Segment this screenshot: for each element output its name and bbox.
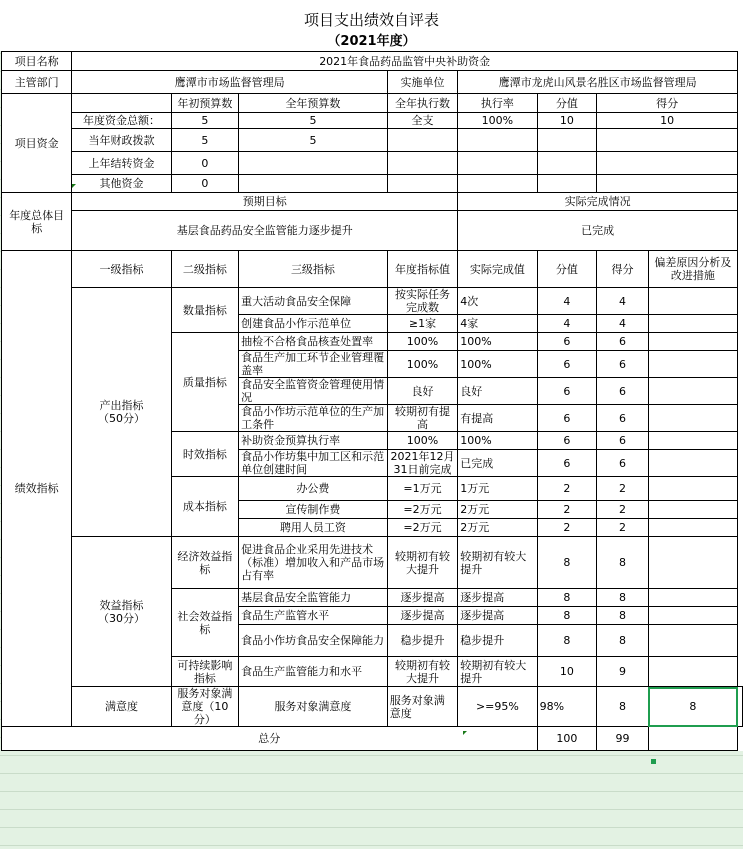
satisfaction-target[interactable]: >=95% <box>458 687 537 727</box>
funds-row-label[interactable]: 其他资金 <box>72 175 171 193</box>
deviation-cell[interactable] <box>648 501 737 519</box>
indicator-target[interactable]: 较期初有提高 <box>387 405 457 432</box>
indicator-got[interactable]: 4 <box>597 288 649 315</box>
deviation-cell[interactable] <box>648 333 737 351</box>
deviation-cell[interactable] <box>648 519 737 537</box>
deviation-cell[interactable] <box>648 477 737 501</box>
funds-header[interactable]: 全年执行数 <box>387 94 457 113</box>
indicator-got[interactable]: 8 <box>597 537 649 589</box>
funds-value[interactable] <box>537 129 597 152</box>
indicator-target[interactable]: 100% <box>387 333 457 351</box>
funds-value[interactable] <box>597 152 738 175</box>
indicator-score[interactable]: 2 <box>537 519 597 537</box>
indicator-actual[interactable]: 100% <box>458 351 537 378</box>
funds-header[interactable]: 全年预算数 <box>239 94 388 113</box>
funds-row-label[interactable]: 当年财政拨款 <box>72 129 171 152</box>
deviation-cell[interactable] <box>738 687 743 727</box>
l2-cost[interactable]: 成本指标 <box>171 477 239 537</box>
indicator-name[interactable]: 食品安全监管资金管理使用情况 <box>239 378 388 405</box>
indicator-target[interactable]: 100% <box>387 351 457 378</box>
deviation-cell[interactable] <box>648 607 737 625</box>
comment-marker <box>463 731 467 735</box>
impl-unit-value[interactable]: 鹰潭市龙虎山风景名胜区市场监督管理局 <box>458 71 738 94</box>
funds-value[interactable]: 5 <box>171 129 239 152</box>
indicator-actual[interactable]: 有提高 <box>458 405 537 432</box>
indicator-got[interactable]: 6 <box>597 351 649 378</box>
indicator-score[interactable]: 8 <box>537 625 597 657</box>
deviation-cell[interactable] <box>648 378 737 405</box>
indicator-target[interactable]: ≥1家 <box>387 315 457 333</box>
indicator-name[interactable]: 补助资金预算执行率 <box>239 432 388 450</box>
total-got[interactable]: 99 <box>597 727 649 751</box>
perf-header[interactable]: 三级指标 <box>239 251 388 288</box>
deviation-cell[interactable] <box>648 351 737 378</box>
expected-header[interactable]: 预期目标 <box>72 193 458 211</box>
indicator-name[interactable]: 聘用人员工资 <box>239 519 388 537</box>
indicator-target[interactable]: 良好 <box>387 378 457 405</box>
indicator-got[interactable]: 6 <box>597 378 649 405</box>
indicator-actual[interactable]: 1万元 <box>458 477 537 501</box>
indicator-actual[interactable]: 良好 <box>458 378 537 405</box>
satisfaction-l2[interactable]: 服务对象满意度 <box>239 687 388 727</box>
perf-header[interactable]: 实际完成值 <box>458 251 537 288</box>
deviation-cell[interactable] <box>648 315 737 333</box>
indicator-score[interactable]: 6 <box>537 378 597 405</box>
indicator-actual[interactable]: 4次 <box>458 288 537 315</box>
deviation-cell[interactable] <box>648 405 737 432</box>
funds-value[interactable]: 0 <box>171 175 239 193</box>
funds-header[interactable]: 执行率 <box>458 94 537 113</box>
funds-value[interactable] <box>597 175 738 193</box>
indicator-name[interactable]: 抽检不合格食品核查处置率 <box>239 333 388 351</box>
funds-value[interactable] <box>387 129 457 152</box>
indicator-got[interactable]: 6 <box>597 432 649 450</box>
indicator-score[interactable]: 8 <box>537 607 597 625</box>
indicator-score[interactable]: 8 <box>537 537 597 589</box>
l1-output[interactable]: 产出指标 （50分） <box>72 288 171 537</box>
fill-handle[interactable] <box>651 759 656 764</box>
satisfaction-score[interactable]: 8 <box>597 687 649 727</box>
year-subtitle: （2021年度） <box>327 34 416 49</box>
dept-label[interactable]: 主管部门 <box>2 71 72 94</box>
indicator-name[interactable]: 食品生产加工环节企业管理覆盖率 <box>239 351 388 378</box>
funds-value[interactable]: 全支 <box>387 113 457 129</box>
funds-value[interactable] <box>239 152 388 175</box>
indicator-actual[interactable]: 已完成 <box>458 450 537 477</box>
indicator-actual[interactable]: 100% <box>458 333 537 351</box>
funds-value[interactable]: 0 <box>171 152 239 175</box>
deviation-cell[interactable] <box>648 537 737 589</box>
table-cell[interactable] <box>648 727 737 751</box>
satisfaction-got[interactable]: 8 <box>648 687 737 727</box>
deviation-cell[interactable] <box>648 589 737 607</box>
perf-header[interactable]: 偏差原因分析及改进措施 <box>648 251 737 288</box>
l2-time[interactable]: 时效指标 <box>171 432 239 477</box>
indicator-score[interactable]: 6 <box>537 333 597 351</box>
indicator-got[interactable]: 4 <box>597 315 649 333</box>
funds-value[interactable] <box>239 175 388 193</box>
indicator-name[interactable]: 促进食品企业采用先进技术（标准）增加收入和产品市场占有率 <box>239 537 388 589</box>
funds-value[interactable] <box>458 152 537 175</box>
indicator-score[interactable]: 6 <box>537 450 597 477</box>
actual-result[interactable]: 已完成 <box>458 211 738 251</box>
indicator-actual[interactable]: 稳步提升 <box>458 625 537 657</box>
indicator-score[interactable]: 2 <box>537 477 597 501</box>
funds-value[interactable] <box>387 175 457 193</box>
indicator-got[interactable]: 8 <box>597 625 649 657</box>
indicator-got[interactable]: 2 <box>597 501 649 519</box>
indicator-name[interactable]: 宣传制作费 <box>239 501 388 519</box>
indicator-name[interactable]: 重大活动食品安全保障 <box>239 288 388 315</box>
l2-econ[interactable]: 经济效益指标 <box>171 537 239 589</box>
goal-label[interactable]: 年度总体目标 <box>2 193 72 251</box>
funds-value[interactable]: 100% <box>458 113 537 129</box>
indicator-score[interactable]: 10 <box>537 657 597 687</box>
funds-value[interactable]: 5 <box>171 113 239 129</box>
indicator-actual[interactable]: 逐步提高 <box>458 589 537 607</box>
indicator-got[interactable]: 6 <box>597 333 649 351</box>
funds-value[interactable]: 5 <box>239 129 388 152</box>
indicator-name[interactable]: 创建食品小作示范单位 <box>239 315 388 333</box>
indicator-actual[interactable]: 逐步提高 <box>458 607 537 625</box>
table-cell[interactable] <box>72 94 171 113</box>
funds-header[interactable]: 分值 <box>537 94 597 113</box>
project-name-value[interactable]: 2021年食品药品监管中央补助资金 <box>72 52 738 71</box>
indicator-actual[interactable]: 2万元 <box>458 519 537 537</box>
indicator-target[interactable]: 较期初有较大提升 <box>387 657 457 687</box>
l1-benefit[interactable]: 效益指标 （30分） <box>72 537 171 687</box>
indicator-score[interactable]: 6 <box>537 432 597 450</box>
funds-value[interactable] <box>537 175 597 193</box>
indicator-target[interactable]: 稳步提升 <box>387 625 457 657</box>
indicator-target[interactable]: 按实际任务完成数 <box>387 288 457 315</box>
deviation-cell[interactable] <box>648 625 737 657</box>
funds-header[interactable]: 得分 <box>597 94 738 113</box>
funds-value[interactable]: 10 <box>537 113 597 129</box>
indicator-got[interactable]: 6 <box>597 450 649 477</box>
funds-value[interactable] <box>458 129 537 152</box>
indicator-target[interactable]: =2万元 <box>387 501 457 519</box>
page-title: 项目支出绩效自评表 <box>303 11 439 29</box>
deviation-cell[interactable] <box>648 288 737 315</box>
funds-row-label[interactable]: 年度资金总额： <box>72 113 171 129</box>
indicator-name[interactable]: 食品生产监管能力和水平 <box>239 657 388 687</box>
indicator-score[interactable]: 2 <box>537 501 597 519</box>
funds-value[interactable] <box>387 152 457 175</box>
satisfaction-l1[interactable]: 服务对象满意度（10分） <box>171 687 239 727</box>
l2-quality[interactable]: 质量指标 <box>171 333 239 432</box>
indicator-name[interactable]: 食品生产监管水平 <box>239 607 388 625</box>
indicator-actual[interactable]: 2万元 <box>458 501 537 519</box>
deviation-cell[interactable] <box>648 450 737 477</box>
indicator-got[interactable]: 9 <box>597 657 649 687</box>
perf-header[interactable]: 分值 <box>537 251 597 288</box>
deviation-cell[interactable] <box>648 432 737 450</box>
total-score[interactable]: 100 <box>537 727 597 751</box>
indicator-score[interactable]: 8 <box>537 589 597 607</box>
satisfaction-actual[interactable]: 98% <box>537 687 597 727</box>
evaluation-table <box>1 51 743 751</box>
funds-header[interactable]: 年初预算数 <box>171 94 239 113</box>
perf-header[interactable]: 年度指标值 <box>387 251 457 288</box>
indicator-name[interactable]: 办公费 <box>239 477 388 501</box>
perf-header[interactable]: 一级指标 <box>72 251 171 288</box>
funds-value[interactable]: 5 <box>239 113 388 129</box>
funds-value[interactable]: 10 <box>597 113 738 129</box>
indicator-got[interactable]: 8 <box>597 607 649 625</box>
indicator-got[interactable]: 2 <box>597 477 649 501</box>
l2-social[interactable]: 社会效益指标 <box>171 589 239 657</box>
indicator-name[interactable]: 基层食品安全监管能力 <box>239 589 388 607</box>
total-label[interactable]: 总分 <box>2 727 538 751</box>
satisfaction-label[interactable]: 满意度 <box>72 687 171 727</box>
impl-unit-label[interactable]: 实施单位 <box>387 71 457 94</box>
satisfaction-name[interactable]: 服务对象满意度 <box>387 687 457 727</box>
indicator-name[interactable]: 食品小作坊食品安全保障能力 <box>239 625 388 657</box>
indicator-score[interactable]: 4 <box>537 288 597 315</box>
title-area <box>0 0 743 51</box>
indicator-actual[interactable]: 4家 <box>458 315 537 333</box>
actual-header[interactable]: 实际完成情况 <box>458 193 738 211</box>
indicator-score[interactable]: 4 <box>537 315 597 333</box>
indicator-name[interactable]: 食品小作坊集中加工区和示范单位创建时间 <box>239 450 388 477</box>
indicator-got[interactable]: 8 <box>597 589 649 607</box>
indicator-score[interactable]: 6 <box>537 351 597 378</box>
indicator-got[interactable]: 2 <box>597 519 649 537</box>
perf-header[interactable]: 得分 <box>597 251 649 288</box>
indicator-target[interactable]: 2021年12月31日前完成 <box>387 450 457 477</box>
l2-sustain[interactable]: 可持续影响指标 <box>171 657 239 687</box>
indicator-target[interactable]: 逐步提高 <box>387 589 457 607</box>
indicator-actual[interactable]: 100% <box>458 432 537 450</box>
deviation-cell[interactable] <box>648 657 737 687</box>
comment-marker <box>72 184 76 188</box>
indicator-score[interactable]: 6 <box>537 405 597 432</box>
funds-label[interactable]: 项目资金 <box>2 94 72 193</box>
indicator-target[interactable]: 100% <box>387 432 457 450</box>
indicator-name[interactable]: 食品小作坊示范单位的生产加工条件 <box>239 405 388 432</box>
funds-value[interactable] <box>597 129 738 152</box>
indicator-actual[interactable]: 较期初有较大提升 <box>458 657 537 687</box>
funds-value[interactable] <box>458 175 537 193</box>
funds-value[interactable] <box>537 152 597 175</box>
indicator-target[interactable]: 较期初有较大提升 <box>387 537 457 589</box>
dept-value[interactable]: 鹰潭市市场监督管理局 <box>72 71 387 94</box>
indicator-target[interactable]: =2万元 <box>387 519 457 537</box>
indicator-actual[interactable]: 较期初有较大提升 <box>458 537 537 589</box>
funds-row-label[interactable]: 上年结转资金 <box>72 152 171 175</box>
project-name-label[interactable]: 项目名称 <box>2 52 72 71</box>
indicator-target[interactable]: 逐步提高 <box>387 607 457 625</box>
l2-quantity[interactable]: 数量指标 <box>171 288 239 333</box>
indicator-got[interactable]: 6 <box>597 405 649 432</box>
expected-goal[interactable]: 基层食品药品安全监管能力逐步提升 <box>72 211 458 251</box>
indicator-target[interactable]: =1万元 <box>387 477 457 501</box>
perf-label[interactable]: 绩效指标 <box>2 251 72 727</box>
perf-header[interactable]: 二级指标 <box>171 251 239 288</box>
